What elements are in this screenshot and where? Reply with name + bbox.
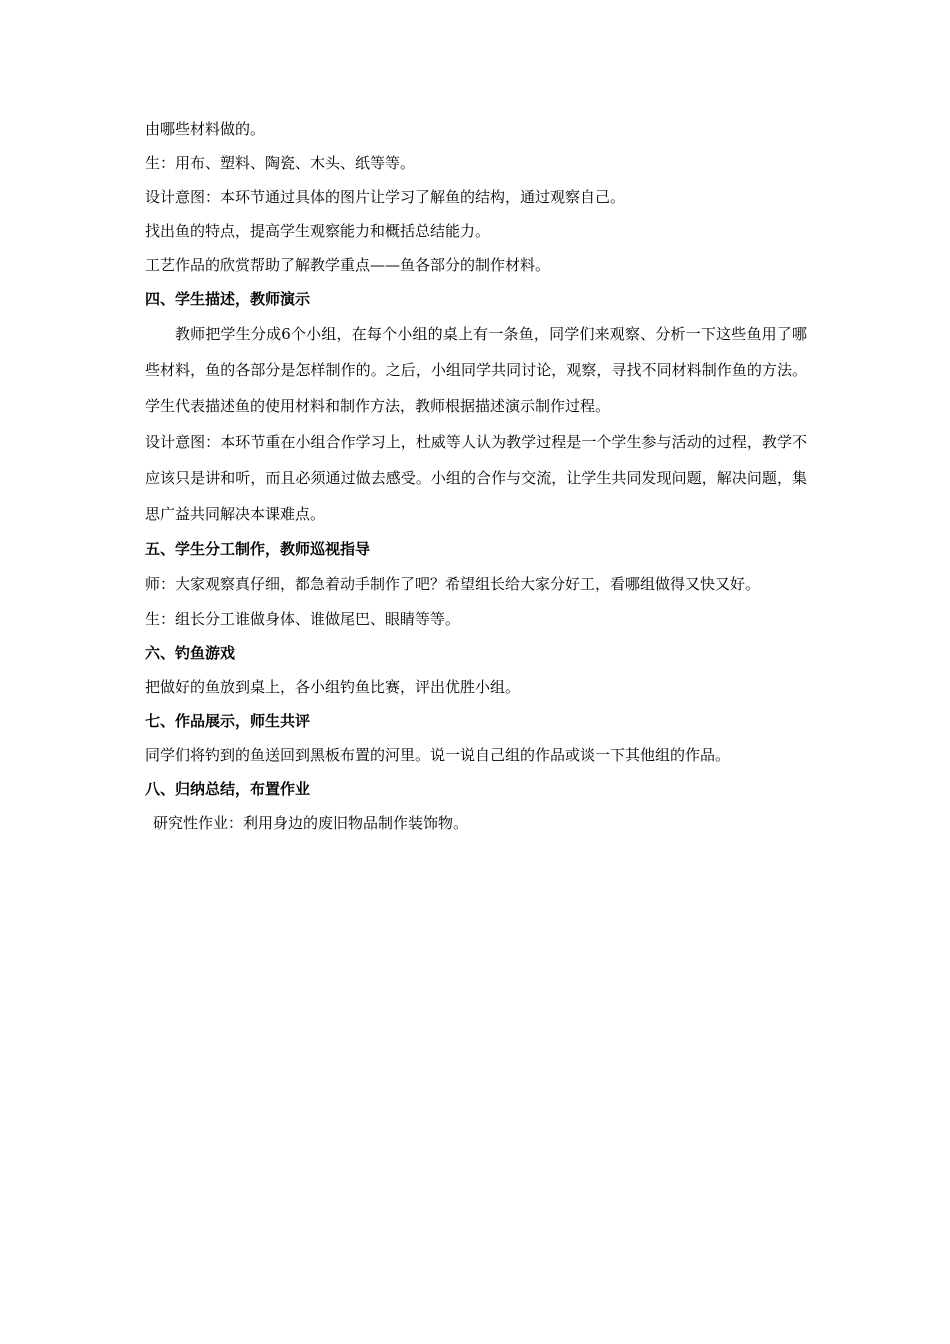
section-heading-6: 六、钓鱼游戏	[145, 644, 236, 662]
section-5-teacher-paragraph: 师：大家观察真仔细，都急着动手制作了吧？希望组长给大家分好工，看哪组做得又快又好。	[145, 575, 761, 593]
text-line-features: 找出鱼的特点，提高学生观察能力和概括总结能力。	[145, 222, 491, 240]
text-line-appreciation: 工艺作品的欣赏帮助了解教学重点——鱼各部分的制作材料。	[145, 256, 551, 274]
section-heading-7: 七、作品展示，师生共评	[145, 712, 311, 730]
section-7-line: 同学们将钓到的鱼送回到黑板布置的河里。说一说自己组的作品或谈一下其他组的作品。	[145, 746, 731, 764]
section-4-design-intent: 设计意图：本环节重在小组合作学习上，杜威等人认为教学过程是一个学生参与活动的过程，教学不应该只是讲和听，而且必须通过做去感受。小组的合作与交流，让学生共同发现问题，解决问题，集思广益共同解决本课难点。	[145, 433, 807, 523]
section-heading-5: 五、学生分工制作，教师巡视指导	[145, 540, 371, 558]
section-8-line: 研究性作业：利用身边的废旧物品制作装饰物。	[153, 814, 469, 832]
section-4-paragraph: 教师把学生分成6个小组，在每个小组的桌上有一条鱼，同学们来观察、分析一下这些鱼用了哪些材料，鱼的各部分是怎样制作的。之后，小组同学共同讨论，观察，寻找不同材料制作鱼的方法。学生代表描述鱼的使用材料和制作方法，教师根据描述演示制作过程。	[145, 325, 807, 415]
document-page	[145, 112, 807, 840]
section-heading-4: 四、学生描述，教师演示	[145, 290, 311, 308]
section-6-line: 把做好的鱼放到桌上，各小组钓鱼比赛，评出优胜小组。	[145, 678, 521, 696]
text-line-materials: 由哪些材料做的。	[145, 120, 266, 138]
section-heading-8: 八、归纳总结，布置作业	[145, 780, 311, 798]
student-answer-line: 生：用布、塑料、陶瓷、木头、纸等等。	[145, 154, 416, 172]
section-5-student-line: 生：组长分工谁做身体、谁做尾巴、眼睛等等。	[145, 610, 461, 628]
design-intent-line: 设计意图：本环节通过具体的图片让学习了解鱼的结构，通过观察自己。	[145, 188, 626, 206]
